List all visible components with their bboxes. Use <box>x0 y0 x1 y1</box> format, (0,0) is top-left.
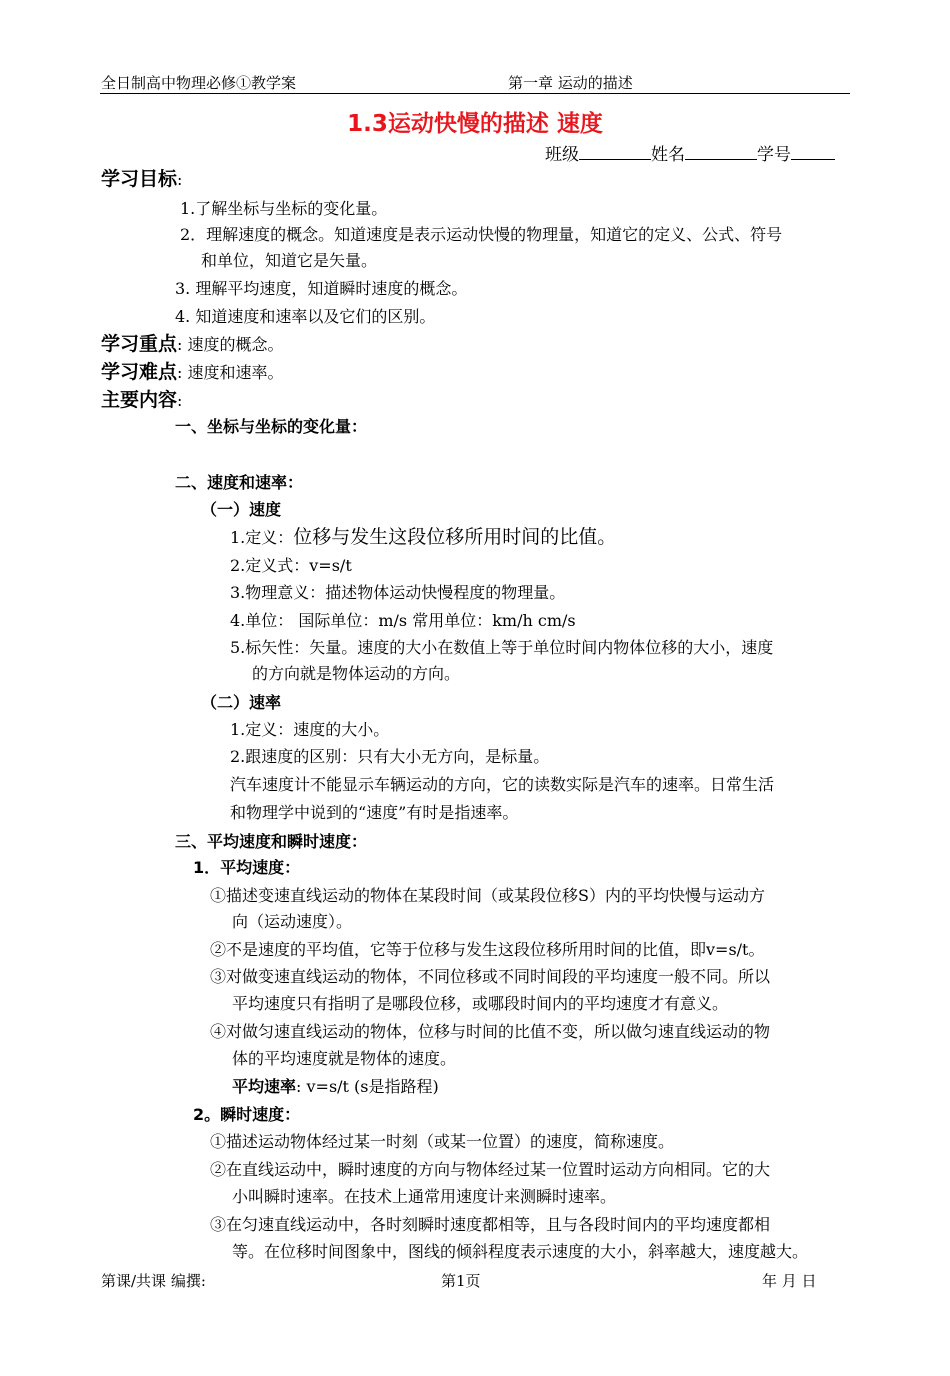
avg-rate-label: 平均速率 <box>232 1077 297 1096</box>
objective-item: 2．理解速度的概念。知道速度是表示运动快慢的物理量，知道它的定义、公式、符号 <box>180 225 783 244</box>
difficulty-heading: 学习难点 <box>101 361 178 383</box>
inst-speed-line: 小叫瞬时速率。在技术上通常用速度计来测瞬时速率。 <box>232 1187 617 1206</box>
footer-page-number: 第1页 <box>441 1272 481 1290</box>
id-blank <box>791 145 835 160</box>
footer-date: 年 月 日 <box>762 1272 817 1290</box>
section2-heading: 二、速度和速率： <box>175 473 304 492</box>
header-divider <box>100 93 850 94</box>
objective-item-cont: 和单位，知道它是矢量。 <box>201 251 378 270</box>
inst-speed-line: ③在匀速直线运动中，各时刻瞬时速度都相等，且与各段时间内的平均速度都相 <box>210 1215 771 1234</box>
main-content-row <box>101 385 182 412</box>
footer-left: 第课/共课 编撰: <box>101 1272 206 1290</box>
objectives-heading-row <box>101 164 182 191</box>
page-title: 1.3运动快慢的描述 速度 <box>347 111 603 137</box>
inst-speed-heading: 2。瞬时速度： <box>193 1105 301 1124</box>
objectives-heading: 学习目标 <box>101 168 178 190</box>
avg-speed-line: ①描述变速直线运动的物体在某段时间（或某段位移S）内的平均快慢与运动方 <box>210 886 765 905</box>
speed-formula: 2.定义式：v=s/t <box>230 556 352 575</box>
objectives-colon: : <box>177 170 183 189</box>
section1-heading: 一、坐标与坐标的变化量： <box>175 417 368 436</box>
class-blank <box>579 145 651 160</box>
avg-rate-text: : v=s/t (s是指路程) <box>296 1077 439 1096</box>
avg-rate-row <box>232 1074 439 1097</box>
rate-note-cont: 和物理学中说到的“速度”有时是指速率。 <box>230 803 519 822</box>
inst-speed-line: ②在直线运动中，瞬时速度的方向与物体经过某一位置时运动方向相同。它的大 <box>210 1160 771 1179</box>
avg-speed-line: 平均速度只有指明了是哪段位移，或哪段时间内的平均速度才有意义。 <box>232 994 729 1013</box>
name-blank <box>685 145 757 160</box>
speed-subheading: （一）速度 <box>201 500 282 519</box>
difficulty-text: : 速度和速率。 <box>177 363 284 382</box>
class-label: 班级 <box>545 145 579 165</box>
speed-def-text: 位移与发生这段位移所用时间的比值。 <box>293 526 617 548</box>
key-point-row <box>101 329 284 356</box>
avg-speed-line: ③对做变速直线运动的物体，不同位移或不同时间段的平均速度一般不同。所以 <box>210 967 771 986</box>
speed-meaning: 3.物理意义：描述物体运动快慢程度的物理量。 <box>230 583 566 602</box>
avg-speed-line: ④对做匀速直线运动的物体，位移与时间的比值不变，所以做匀速直线运动的物 <box>210 1022 771 1041</box>
speed-definition <box>230 522 616 549</box>
main-content-heading: 主要内容 <box>101 389 178 411</box>
speed-units: 4.单位： 国际单位：m/s 常用单位：km/h cm/s <box>230 611 576 630</box>
rate-note: 汽车速度计不能显示车辆运动的方向，它的读数实际是汽车的速率。日常生活 <box>230 775 775 794</box>
id-label: 学号 <box>757 145 791 165</box>
difficulty-row <box>101 357 284 384</box>
objective-item: 3. 理解平均速度，知道瞬时速度的概念。 <box>175 279 468 298</box>
section3-heading: 三、平均速度和瞬时速度： <box>175 832 368 851</box>
speed-def-label: 1.定义： <box>230 528 294 547</box>
avg-speed-heading: 1．平均速度： <box>193 858 301 877</box>
key-point-heading: 学习重点 <box>101 333 178 355</box>
name-label: 姓名 <box>651 145 685 165</box>
rate-definition: 1.定义：速度的大小。 <box>230 720 390 739</box>
avg-speed-line: 向（运动速度）。 <box>232 912 353 931</box>
speed-vector-cont: 的方向就是物体运动的方向。 <box>252 664 461 683</box>
student-info <box>545 140 835 165</box>
inst-speed-line: ①描述运动物体经过某一时刻（或某一位置）的速度，简称速度。 <box>210 1132 675 1151</box>
main-content-colon: : <box>177 391 183 410</box>
objective-item: 4. 知道速度和速率以及它们的区别。 <box>175 307 436 326</box>
key-point-text: : 速度的概念。 <box>177 335 284 354</box>
inst-speed-line: 等。在位移时间图象中，图线的倾斜程度表示速度的大小，斜率越大，速度越大。 <box>232 1242 809 1261</box>
header-right: 第一章 运动的描述 <box>508 74 633 92</box>
avg-speed-line: ②不是速度的平均值，它等于位移与发生这段位移所用时间的比值，即v=s/t。 <box>210 940 765 959</box>
objective-item: 1.了解坐标与坐标的变化量。 <box>180 199 388 218</box>
rate-difference: 2.跟速度的区别：只有大小无方向，是标量。 <box>230 747 550 766</box>
rate-subheading: （二）速率 <box>201 693 282 712</box>
header-left: 全日制高中物理必修①教学案 <box>101 74 297 92</box>
avg-speed-line: 体的平均速度就是物体的速度。 <box>232 1049 457 1068</box>
speed-vector: 5.标矢性：矢量。速度的大小在数值上等于单位时间内物体位移的大小，速度 <box>230 638 774 657</box>
